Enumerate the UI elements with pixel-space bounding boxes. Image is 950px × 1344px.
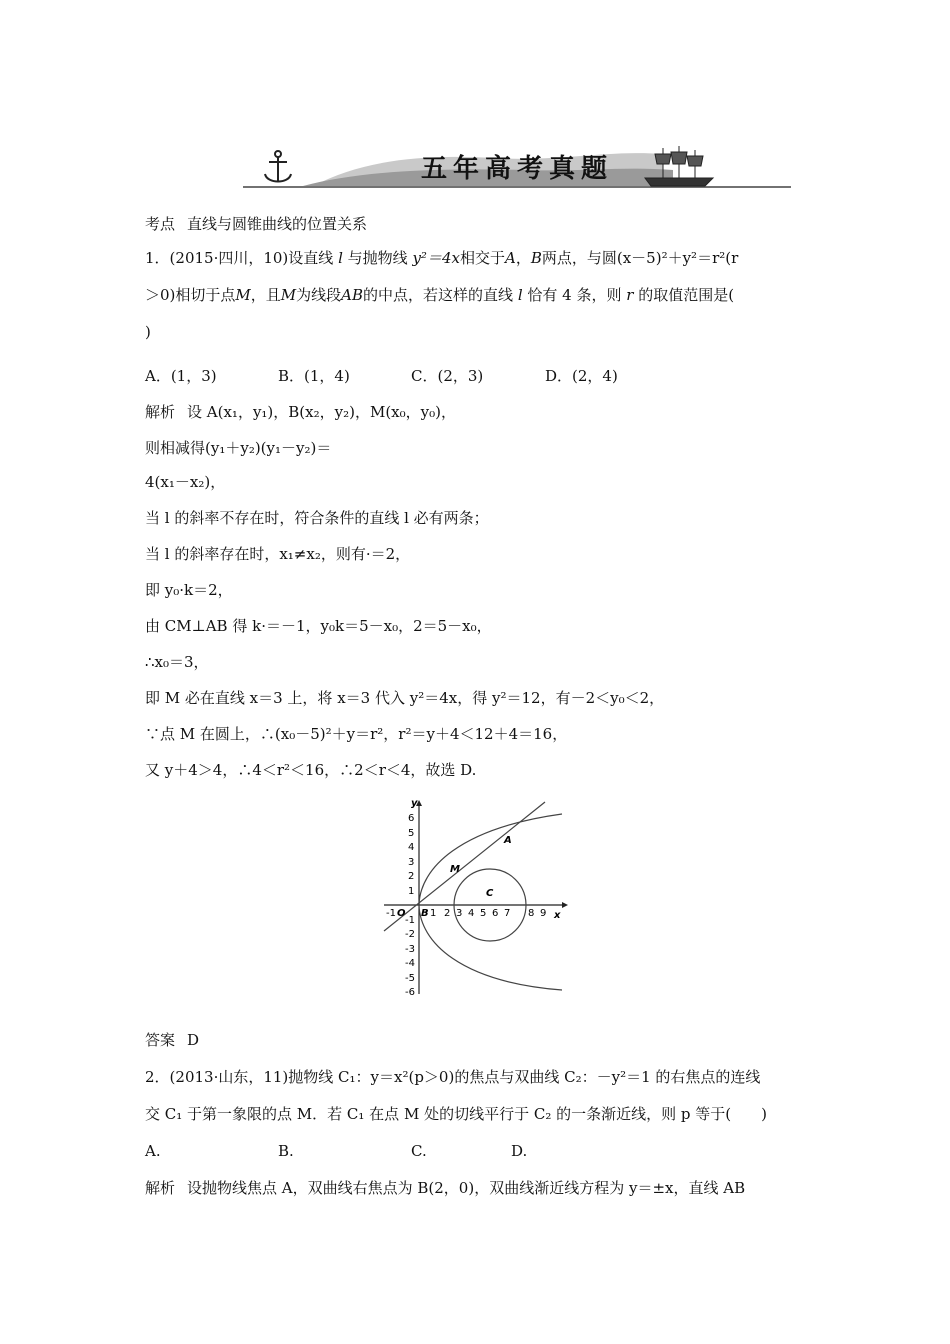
q1-var-m: M (235, 286, 251, 304)
q2-option-c[interactable]: C. (411, 1142, 427, 1160)
q1-solution-line: ∴x₀＝3， (145, 653, 209, 671)
figure-svg (380, 798, 570, 998)
q1-stem-part: 相交于 (459, 249, 505, 267)
q1-option-d[interactable]: D．(2，4) (545, 367, 618, 385)
q1-solution-line: 即 y₀·k＝2， (145, 581, 233, 599)
y-tick-label: 1 (408, 886, 415, 897)
q1-solution-line: 当 l 的斜率不存在时，符合条件的直线 l 必有两条； (145, 509, 489, 527)
q1-var-m: M (280, 286, 297, 304)
y-tick-label: -6 (405, 987, 415, 998)
q2-solution-label: 解析 (145, 1179, 176, 1197)
q1-stem-part: 的中点，若这样的直线 (363, 286, 514, 304)
x-tick-label: -1 (386, 908, 396, 919)
q1-option-a[interactable]: A．(1，3) (145, 367, 217, 385)
q1-stem-part: ， (515, 249, 531, 267)
point-m-label: M (450, 864, 460, 875)
y-tick-label: 2 (408, 871, 415, 882)
origin-label: O (397, 908, 406, 919)
x-axis-arrow (562, 902, 568, 908)
x-tick-label: 6 (492, 908, 499, 919)
q1-stem-part: 1．(2015·四川，10)设直线 (145, 249, 334, 267)
banner-title: 五年高考真题 (420, 154, 613, 184)
q1-solution-line: 即 M 必在直线 x＝3 上，将 x＝3 代入 y²＝4x，得 y²＝12，有－2＜y₀＜2， (145, 689, 665, 707)
q1-var-a: A (504, 249, 516, 267)
y-tick-label: 3 (408, 857, 415, 868)
point-c-label: C (486, 888, 494, 899)
q1-solution-line: 当 l 的斜率存在时，x₁≠x₂，则有·＝2， (145, 545, 411, 563)
q1-solution-line: ∵点 M 在圆上，∴(x₀－5)²＋y＝r²，r²＝y＋4＜12＋4＝16， (145, 725, 568, 743)
y-axis-label: y (411, 798, 418, 809)
q1-stem-part: 恰有 4 条，则 (527, 286, 622, 304)
q1-solution-line: 由 CM⊥AB 得 k·＝－1，y₀k＝5－x₀，2＝5－x₀， (145, 617, 492, 635)
q1-stem-part: 与抛物线 (347, 249, 408, 267)
y-tick-label: -4 (405, 958, 415, 969)
q2-solution-text: 设抛物线焦点 A，双曲线右焦点为 B(2，0)，双曲线渐近线方程为 y＝±x，直线 AB (187, 1179, 746, 1197)
q1-var-r: r (626, 286, 634, 304)
q1-stem-part: ，且 (250, 286, 281, 304)
y-tick-label: -1 (405, 915, 415, 926)
y-tick-label: -2 (405, 929, 415, 940)
q1-answer-label: 答案 (145, 1031, 176, 1049)
x-axis-label: x (554, 910, 561, 921)
q1-solution-label: 解析 (145, 403, 176, 421)
x-tick-label: 9 (540, 908, 547, 919)
point-b-label: B (421, 908, 429, 919)
x-tick-label: 2 (444, 908, 451, 919)
y-tick-label: 5 (408, 828, 415, 839)
parabola-circle-figure (380, 798, 570, 998)
q1-answer-value: D (187, 1031, 200, 1049)
y-tick-label: -3 (405, 944, 415, 955)
q1-stem-part: 的取值范围是( (638, 286, 735, 304)
q1-solution-line: 又 y＋4＞4，∴4＜r²＜16，∴2＜r＜4，故选 D. (145, 761, 477, 779)
q1-answer (145, 1030, 199, 1050)
q2-option-a[interactable]: A. (145, 1142, 161, 1160)
question-2-stem-line: 交 C₁ 于第一象限的点 M．若 C₁ 在点 M 处的切线平行于 C₂ 的一条渐近线，则 p 等于( ) (145, 1105, 767, 1123)
q1-var-b: B (530, 249, 542, 267)
y-tick-label: 4 (408, 842, 415, 853)
section-heading (145, 214, 367, 234)
q2-solution-line (145, 1178, 745, 1198)
question-2-stem-line: 2．(2013·山东，11)抛物线 C₁：y＝x²(p＞0)的焦点与双曲线 C₂：－y²＝1 的右焦点的连线 (145, 1068, 761, 1086)
q1-stem-part: ＞0)相切于点 (145, 286, 236, 304)
q1-stem-part: 为线段 (296, 286, 342, 304)
q1-var-l: l (338, 249, 343, 267)
q1-solution-line: 则相减得(y₁＋y₂)(y₁－y₂)＝ (145, 439, 332, 457)
q1-stem-part: 两点，与圆(x－5)²＋y²＝r²(r (541, 249, 739, 267)
x-tick-label: 1 (430, 908, 437, 919)
q1-solution-text: 设 A(x₁，y₁)，B(x₂，y₂)，M(x₀，y₀)， (187, 403, 456, 421)
point-a-label: A (504, 835, 512, 846)
section-heading-label: 考点 (145, 215, 176, 233)
q1-solution-line: 4(x₁－x₂)， (145, 473, 226, 491)
y-tick-label: -5 (405, 973, 415, 984)
q2-option-d[interactable]: D. (511, 1142, 528, 1160)
y-tick-label: 6 (408, 813, 415, 824)
x-tick-label: 4 (468, 908, 475, 919)
q2-option-b[interactable]: B. (278, 1142, 294, 1160)
q1-option-b[interactable]: B．(1，4) (278, 367, 350, 385)
q1-solution-line (145, 402, 456, 422)
x-tick-label: 5 (480, 908, 487, 919)
question-1-stem (145, 240, 810, 351)
q1-var-l: l (517, 286, 523, 304)
section-heading-text: 直线与圆锥曲线的位置关系 (187, 215, 368, 233)
section-banner (243, 140, 791, 192)
x-tick-label: 7 (504, 908, 511, 919)
q1-var-ab: AB (341, 286, 364, 304)
q1-stem-part: ) (145, 323, 151, 341)
q1-parabola-eq: y²＝4x (412, 249, 460, 267)
x-tick-label: 3 (456, 908, 463, 919)
x-tick-label: 8 (528, 908, 535, 919)
q1-option-c[interactable]: C．(2，3) (411, 367, 484, 385)
